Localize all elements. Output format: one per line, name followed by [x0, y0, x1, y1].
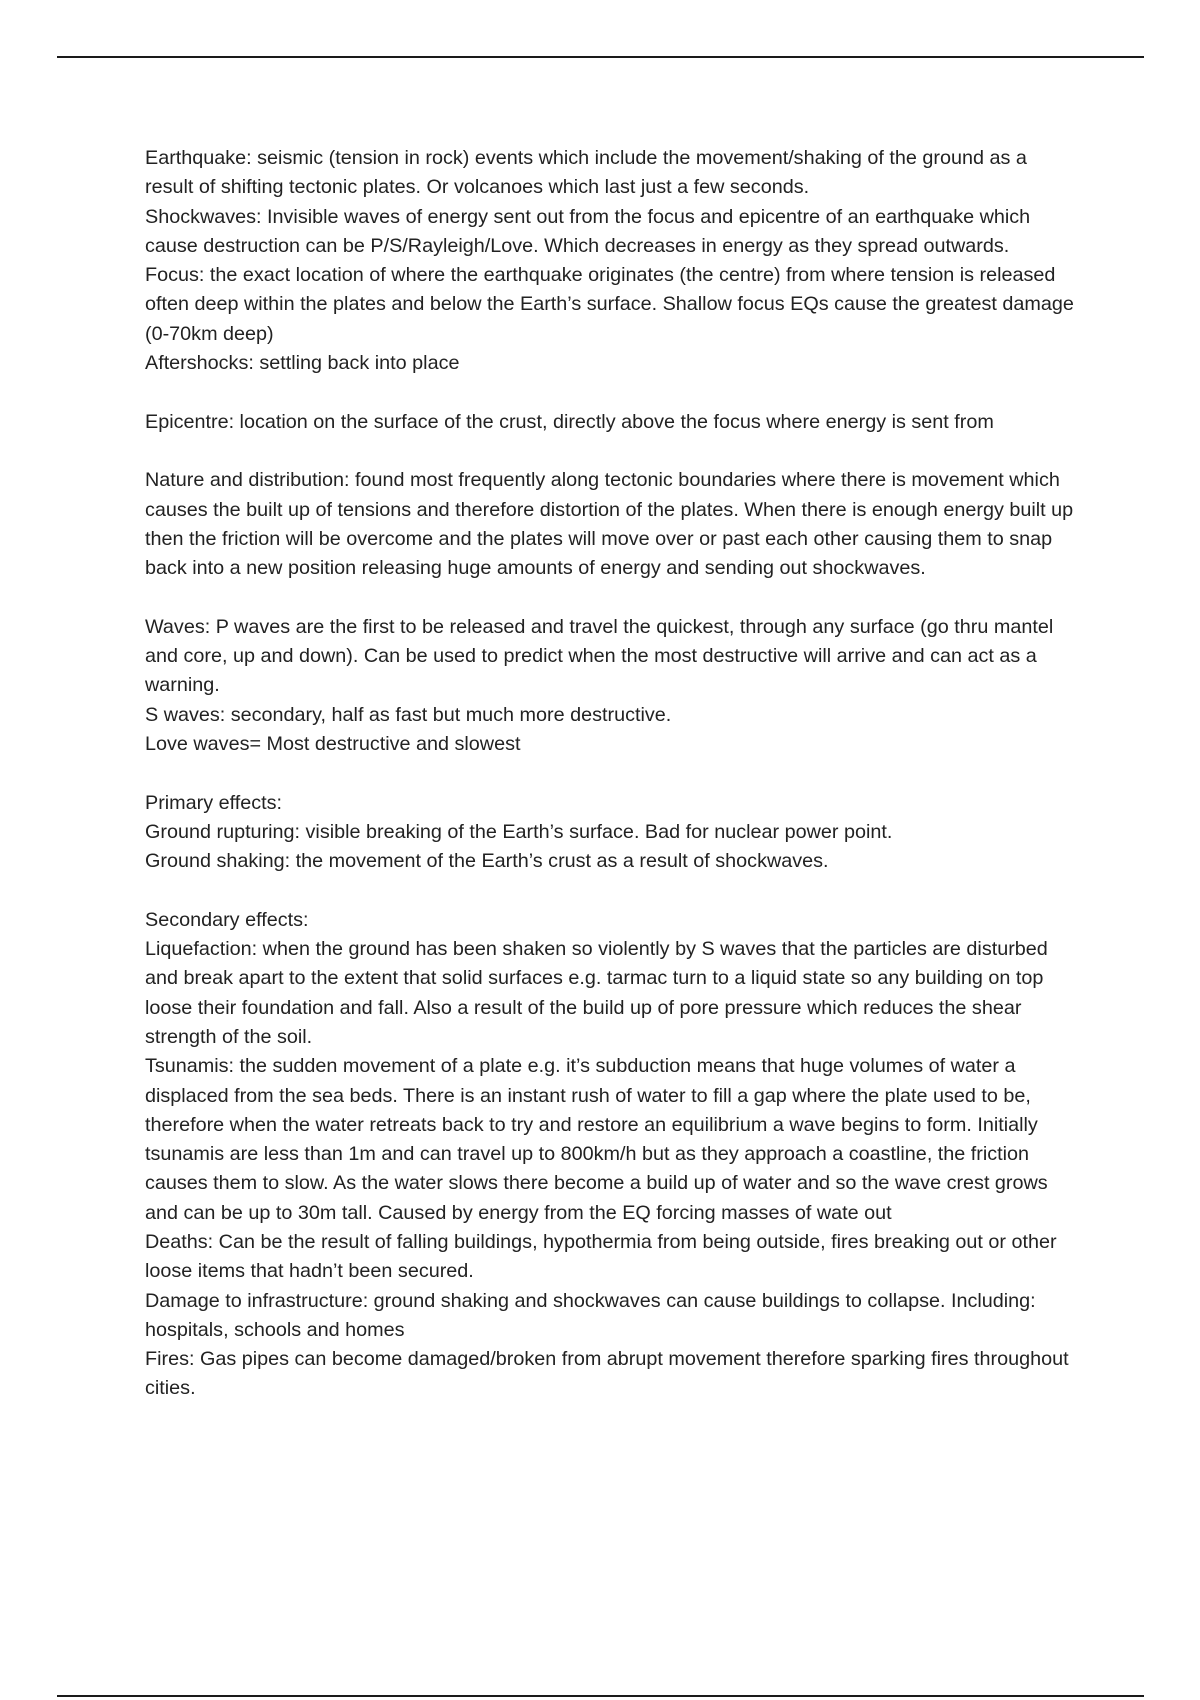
waves-p: Waves: P waves are the first to be released and travel the quickest, through any surface (go thru mantel and core, up and down). Can be used to predict when the most destructive will arrive and can act as a warning.: [145, 615, 1059, 697]
primary-effects-heading: Primary effects:: [145, 791, 283, 814]
definition-earthquake: Earthquake: seismic (tension in rock) events which include the movement/shaking of the ground as a result of shifting tectonic plates. Or volcanoes which last just a few seconds.: [145, 147, 1033, 199]
damage-to-infrastructure: Damage to infrastructure: ground shaking and shockwaves can cause buildings to collapse. Including: hospitals, schools and homes: [145, 1289, 1042, 1341]
paragraph-gap: [145, 437, 1075, 466]
paragraph-gap: [145, 876, 1075, 905]
tsunamis: Tsunamis: the sudden movement of a plate e.g. it’s subduction means that huge volumes of water a displaced from the sea beds. There is an instant rush of water to fill a gap where the plate used to be, therefore when the water retreats back to try and restore an equilibrium a wave begins to form. Initially tsunamis are less than 1m and can travel up to 800km/h but as they approach a coastline, the friction causes them to slow. As the water slows there become a build up of water and so the wave crest grows and can be up to 30m tall. Caused by energy from the EQ forcing masses of wate out: [145, 1055, 1054, 1224]
definition-shockwaves: Shockwaves: Invisible waves of energy sent out from the focus and epicentre of an earthquake which cause destruction can be P/S/Rayleigh/Love. Which decreases in energy as they spread outwards.: [145, 205, 1036, 257]
liquefaction: Liquefaction: when the ground has been shaken so violently by S waves that the particles are disturbed and break apart to the extent that solid surfaces e.g. tarmac turn to a liquid state so any building on top loose their foundation and fall. Also a result of the build up of pore pressure which reduces the shear strength of the soil.: [145, 938, 1054, 1048]
definition-epicentre: Epicentre: location on the surface of the crust, directly above the focus where energy is sent from: [145, 410, 994, 433]
paragraph-gap: [145, 378, 1075, 407]
top-divider: [57, 56, 1144, 58]
waves-s: S waves: secondary, half as fast but much more destructive.: [145, 703, 672, 726]
block-waves: [145, 613, 1075, 759]
deaths: Deaths: Can be the result of falling buildings, hypothermia from being outside, fires breaking out or other loose items that hadn’t been secured.: [145, 1230, 1063, 1283]
paragraph-gap: [145, 759, 1075, 788]
fires: Fires: Gas pipes can become damaged/broken from abrupt movement therefore sparking fires throughout cities.: [145, 1348, 1075, 1400]
block-definitions: [145, 144, 1080, 378]
block-epicentre: [145, 408, 1075, 437]
definition-aftershocks: Aftershocks: settling back into place: [145, 352, 460, 375]
ground-shaking: Ground shaking: the movement of the Earth’s crust as a result of shockwaves.: [145, 850, 829, 873]
bottom-divider: [57, 1695, 1144, 1697]
paragraph-gap: [145, 583, 1075, 612]
definition-focus: Focus: the exact location of where the earthquake originates (the centre) from where tension is released often deep within the plates and below the Earth’s surface. Shallow focus EQs cause the greatest damage (0-70km deep): [145, 264, 1080, 345]
secondary-effects-heading: Secondary effects:: [145, 908, 309, 931]
nature-and-distribution: Nature and distribution: found most frequently along tectonic boundaries where there is movement which causes the built up of tensions and therefore distortion of the plates. When there is enough energy built up then the friction will be overcome and the plates will move over or past each other causing them to snap back into a new position releasing huge amounts of energy and sending out shockwaves.: [145, 469, 1079, 580]
document-body: [145, 144, 1080, 1404]
block-primary-effects: [145, 789, 1075, 877]
block-distribution: [145, 466, 1079, 583]
ground-rupturing: Ground rupturing: visible breaking of the Earth’s surface. Bad for nuclear power point.: [145, 820, 893, 843]
waves-love: Love waves= Most destructive and slowest: [145, 732, 521, 755]
block-secondary-effects: [145, 906, 1075, 1404]
